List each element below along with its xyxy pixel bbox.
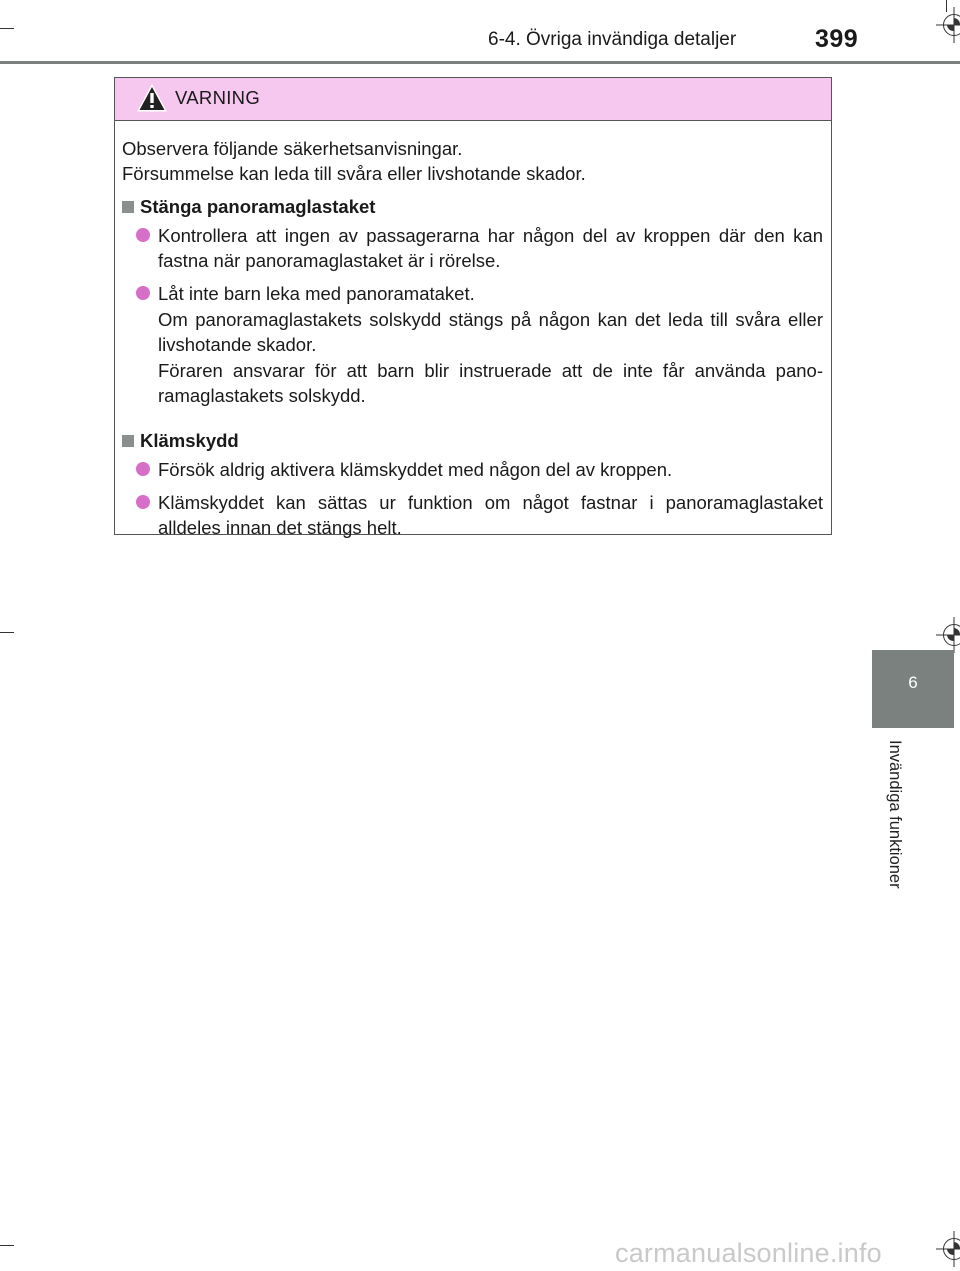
square-marker-icon — [122, 201, 134, 213]
list-item — [122, 490, 823, 540]
list-item — [122, 281, 823, 408]
square-marker-icon — [122, 435, 134, 447]
section-heading-text: Klämskydd — [140, 430, 239, 451]
registration-mark-icon — [943, 14, 960, 36]
crop-mark — [946, 0, 947, 12]
warning-box — [114, 77, 832, 538]
list-item-text — [158, 223, 823, 273]
list-item — [122, 457, 823, 482]
list-item-text — [158, 490, 823, 540]
registration-mark-icon — [943, 1238, 960, 1260]
section-heading-text: Stänga panoramaglastaket — [140, 196, 376, 217]
crop-mark — [0, 1245, 14, 1246]
warning-header — [115, 78, 831, 121]
list-item — [122, 223, 823, 273]
chapter-label: Invändiga funktioner — [886, 740, 904, 889]
registration-mark-icon — [943, 624, 960, 646]
header-rule — [0, 61, 960, 64]
paragraph: Klämskyddet kan sättas ur funktion om något fastnar i panoramaglastaket alldeles innan det stängs helt. — [158, 492, 823, 538]
paragraph: Kontrollera att ingen av passagerarna har någon del av kroppen där den kan fastna när panoramaglastaket är i rörelse. — [158, 225, 823, 271]
section-heading — [122, 194, 823, 219]
bullet-icon — [136, 495, 150, 509]
intro-line: Försummelse kan leda till svåra eller livshotande skador. — [122, 163, 586, 184]
warning-title: VARNING — [175, 87, 261, 108]
list-item-text — [158, 281, 823, 408]
chapter-tab — [872, 650, 954, 728]
paragraph: Om panoramaglastakets solskydd stängs på någon kan det leda till svåra eller livshotande skador. — [158, 309, 823, 355]
watermark: carmanualsonline.info — [615, 1238, 882, 1268]
chapter-number: 6 — [908, 673, 918, 692]
section-heading — [122, 428, 823, 453]
list-item-text — [158, 457, 823, 482]
bullet-icon — [136, 286, 150, 300]
crop-mark — [0, 28, 14, 29]
paragraph: Föraren ansvarar för att barn blir instruerade att de inte får använda pano-ramaglastakets solskydd. — [158, 360, 823, 406]
warning-intro — [122, 136, 823, 186]
chapter-label-container — [880, 740, 904, 920]
warning-triangle-icon — [137, 84, 167, 112]
section-gap — [122, 416, 823, 422]
bullet-icon — [136, 462, 150, 476]
paragraph: Försök aldrig aktivera klämskyddet med någon del av kroppen. — [158, 459, 673, 480]
page-number: 399 — [815, 25, 859, 53]
header-section-title: 6-4. Övriga invändiga detaljer — [488, 29, 737, 50]
bullet-icon — [136, 228, 150, 242]
paragraph: Låt inte barn leka med panoramataket. — [158, 283, 475, 304]
crop-mark — [0, 632, 14, 633]
warning-body — [115, 121, 831, 540]
intro-line: Observera följande säkerhetsanvisningar. — [122, 138, 463, 159]
